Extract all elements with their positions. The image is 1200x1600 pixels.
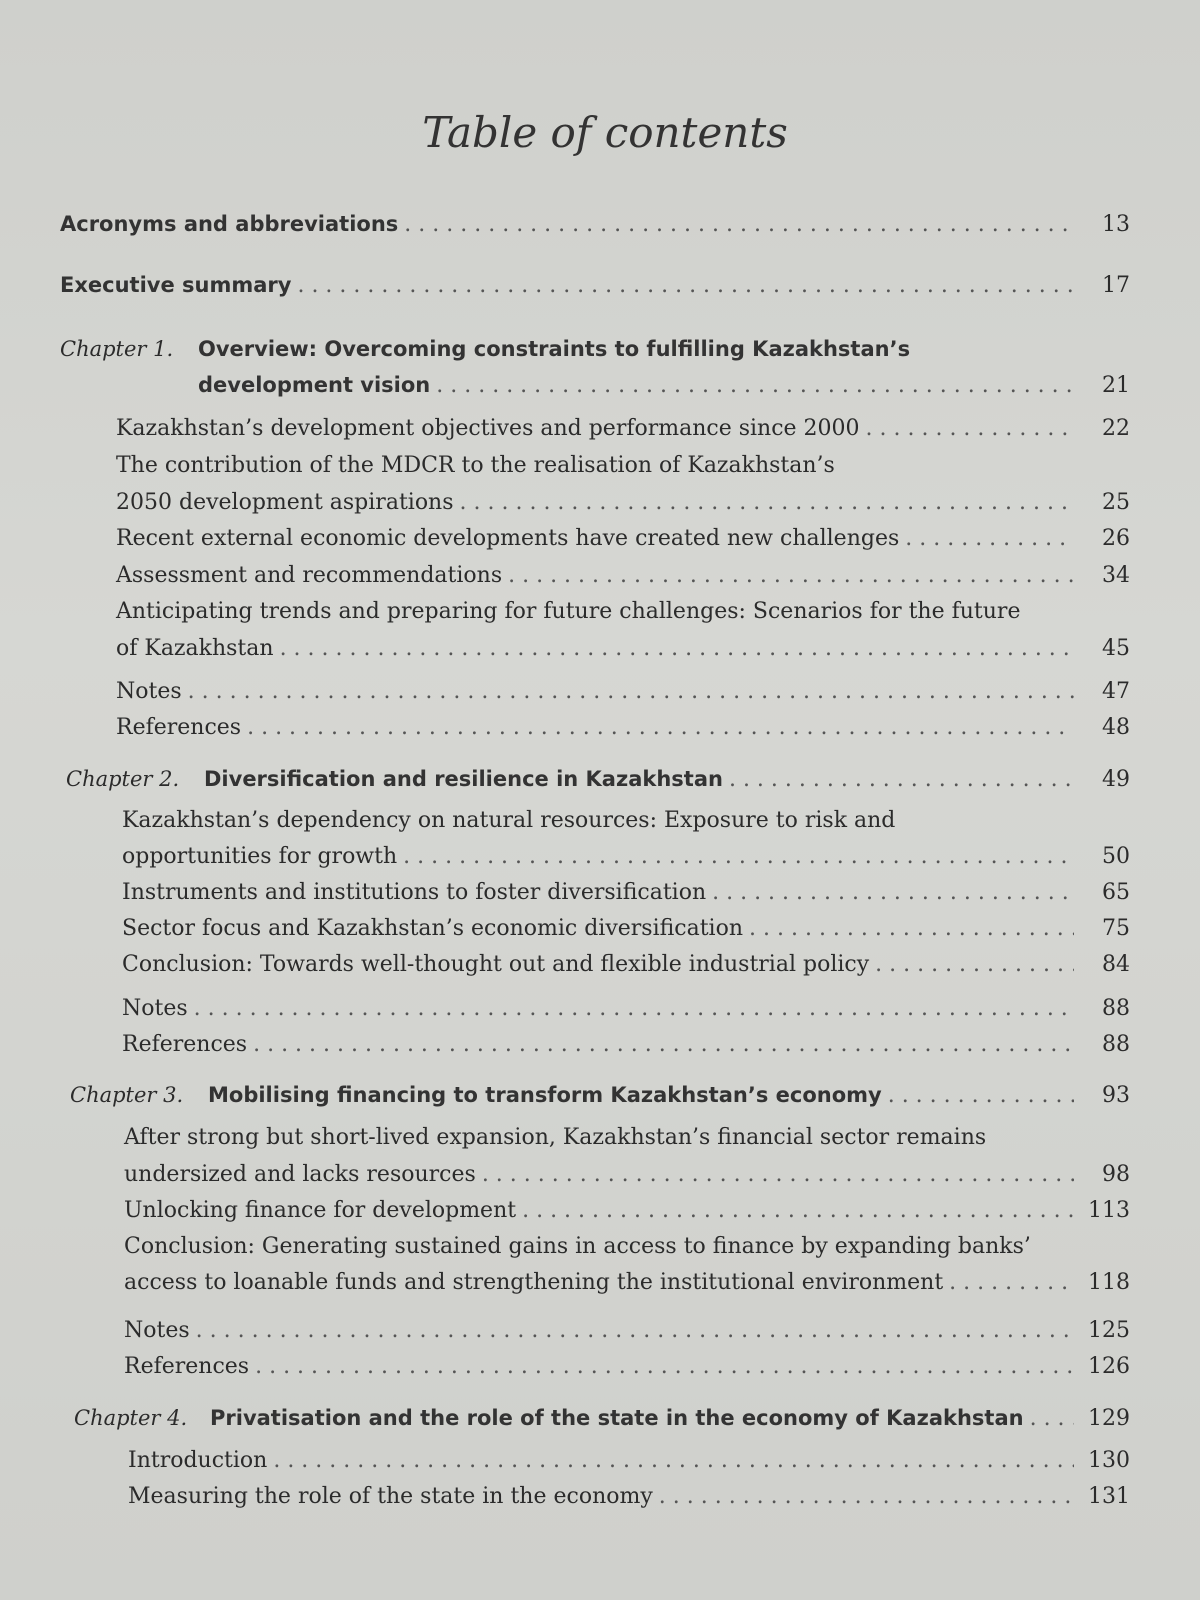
page-number: 65 [1102, 880, 1130, 905]
chapter-label: Chapter 3. [70, 1083, 184, 1107]
page-number: 49 [1102, 767, 1130, 792]
item-label: Measuring the role of the state in the economy [128, 1484, 653, 1509]
item-label: Conclusion: Towards well-thought out and flexible industrial policy [122, 952, 870, 977]
toc-page [60, 0, 1150, 1600]
dot-leader [729, 765, 1074, 795]
dot-leader [866, 414, 1074, 444]
item-label: References [116, 715, 242, 740]
page-number: 47 [1102, 679, 1130, 704]
item-label: Notes [122, 996, 188, 1021]
page-number: 21 [1102, 373, 1130, 398]
toc-item[interactable] [122, 878, 1130, 908]
dot-leader [297, 271, 1074, 301]
item-label: References [122, 1032, 248, 1057]
page-number: 98 [1102, 1162, 1130, 1187]
dot-leader [253, 1030, 1074, 1060]
dot-leader [255, 1352, 1074, 1382]
item-label-line1: Conclusion: Generating sustained gains in access to finance by expanding banks’ [124, 1234, 1031, 1259]
entry-label: Executive summary [60, 273, 292, 297]
page-number: 130 [1088, 1448, 1130, 1473]
page-number: 126 [1088, 1354, 1130, 1379]
dot-leader [404, 210, 1074, 240]
toc-item-notes[interactable] [122, 994, 1130, 1024]
toc-item[interactable] [116, 414, 1130, 444]
chapter-label: Chapter 4. [74, 1406, 188, 1430]
item-label: Recent external economic developments have created new challenges [116, 526, 900, 551]
item-label: Unlocking finance for development [124, 1198, 517, 1223]
item-label-line1: Kazakhstan’s dependency on natural resources: Exposure to risk and [122, 808, 896, 833]
dot-leader [188, 677, 1074, 707]
dot-leader [749, 914, 1074, 944]
toc-item[interactable] [122, 806, 1130, 872]
dot-leader [482, 1160, 1074, 1190]
page-number: 93 [1102, 1083, 1130, 1108]
item-label: Sector focus and Kazakhstan’s economic diversification [122, 916, 744, 941]
dot-leader [508, 561, 1074, 591]
page-number: 34 [1102, 563, 1130, 588]
toc-item[interactable] [116, 597, 1130, 664]
chapter-label: Chapter 1. [60, 337, 174, 361]
page-number: 113 [1088, 1198, 1130, 1223]
toc-item-references[interactable] [124, 1352, 1130, 1382]
page-number: 22 [1102, 416, 1130, 441]
page-number: 17 [1102, 273, 1130, 298]
dot-leader [522, 1196, 1074, 1226]
dot-leader [273, 1446, 1074, 1476]
item-label: Introduction [128, 1448, 268, 1473]
toc-item-notes[interactable] [124, 1316, 1130, 1346]
toc-item-references[interactable] [116, 713, 1130, 743]
page-number: 131 [1088, 1484, 1130, 1509]
page-number: 84 [1102, 952, 1130, 977]
page-number: 75 [1102, 916, 1130, 941]
dot-leader [949, 1268, 1074, 1298]
page-number: 129 [1088, 1406, 1130, 1431]
dot-leader [888, 1081, 1074, 1111]
toc-item[interactable] [124, 1196, 1130, 1226]
dot-leader [905, 524, 1074, 554]
item-label-line2: access to loanable funds and strengthening the institutional environment [124, 1270, 944, 1295]
toc-item[interactable] [124, 1123, 1130, 1190]
dot-leader [659, 1482, 1074, 1512]
toc-item[interactable] [116, 561, 1130, 591]
toc-entry-executive-summary[interactable] [60, 270, 1130, 301]
toc-item[interactable] [122, 914, 1130, 944]
toc-item[interactable] [124, 1232, 1130, 1298]
dot-leader [403, 842, 1074, 872]
toc-item-references[interactable] [122, 1030, 1130, 1060]
chapter-label: Chapter 2. [66, 767, 180, 791]
item-label: References [124, 1354, 250, 1379]
chapter-title: Privatisation and the role of the state in the economy of Kazakhstan [210, 1406, 1024, 1430]
page-number: 125 [1088, 1318, 1130, 1343]
dot-leader [1030, 1404, 1074, 1434]
dot-leader [196, 1316, 1074, 1346]
toc-item[interactable] [128, 1446, 1130, 1476]
toc-chapter-3[interactable] [60, 1080, 1130, 1114]
toc-item[interactable] [116, 524, 1130, 554]
dot-leader [460, 488, 1074, 518]
entry-label: Acronyms and abbreviations [60, 212, 399, 236]
page-number: 26 [1102, 526, 1130, 551]
chapter-title-line2: development vision [198, 373, 431, 397]
item-label-line1: The contribution of the MDCR to the realisation of Kazakhstan’s [116, 453, 835, 478]
toc-item[interactable] [122, 950, 1130, 980]
toc-entry-acronyms[interactable] [60, 209, 1130, 240]
dot-leader [875, 950, 1074, 980]
page-number: 13 [1102, 212, 1130, 237]
toc-item[interactable] [128, 1482, 1130, 1512]
toc-item[interactable] [116, 451, 1130, 518]
item-label-line1: Anticipating trends and preparing for future challenges: Scenarios for the future [116, 599, 1021, 624]
toc-chapter-2[interactable] [60, 764, 1130, 798]
page-number: 48 [1102, 715, 1130, 740]
dot-leader [712, 878, 1074, 908]
toc-chapter-4[interactable] [60, 1403, 1130, 1437]
item-label: Notes [116, 679, 182, 704]
page-number: 45 [1102, 636, 1130, 661]
toc-chapter-1[interactable] [60, 334, 1130, 404]
chapter-title-line1: Overview: Overcoming constraints to fulfilling Kazakhstan’s [198, 337, 911, 361]
item-label: Assessment and recommendations [116, 563, 503, 588]
item-label: Instruments and institutions to foster diversification [122, 880, 707, 905]
item-label-line2: 2050 development aspirations [116, 490, 454, 515]
dot-leader [194, 994, 1074, 1024]
item-label: Kazakhstan’s development objectives and performance since 2000 [116, 416, 860, 441]
dot-leader [280, 634, 1074, 664]
chapter-title: Diversification and resilience in Kazakhstan [204, 767, 723, 791]
item-label-line2: opportunities for growth [122, 844, 398, 869]
toc-item-notes[interactable] [116, 677, 1130, 707]
page-number: 118 [1088, 1270, 1130, 1295]
page-number: 88 [1102, 1032, 1130, 1057]
page-number: 50 [1102, 844, 1130, 869]
item-label-line2: of Kazakhstan [116, 636, 274, 661]
chapter-title: Mobilising financing to transform Kazakhstan’s economy [208, 1083, 882, 1107]
item-label-line1: After strong but short-lived expansion, Kazakhstan’s financial sector remains [124, 1125, 987, 1150]
item-label: Notes [124, 1318, 190, 1343]
dot-leader [247, 713, 1074, 743]
dot-leader [436, 371, 1074, 401]
item-label-line2: undersized and lacks resources [124, 1162, 476, 1187]
page-number: 88 [1102, 996, 1130, 1021]
page-title: Table of contents [422, 108, 788, 157]
page-number: 25 [1102, 490, 1130, 515]
